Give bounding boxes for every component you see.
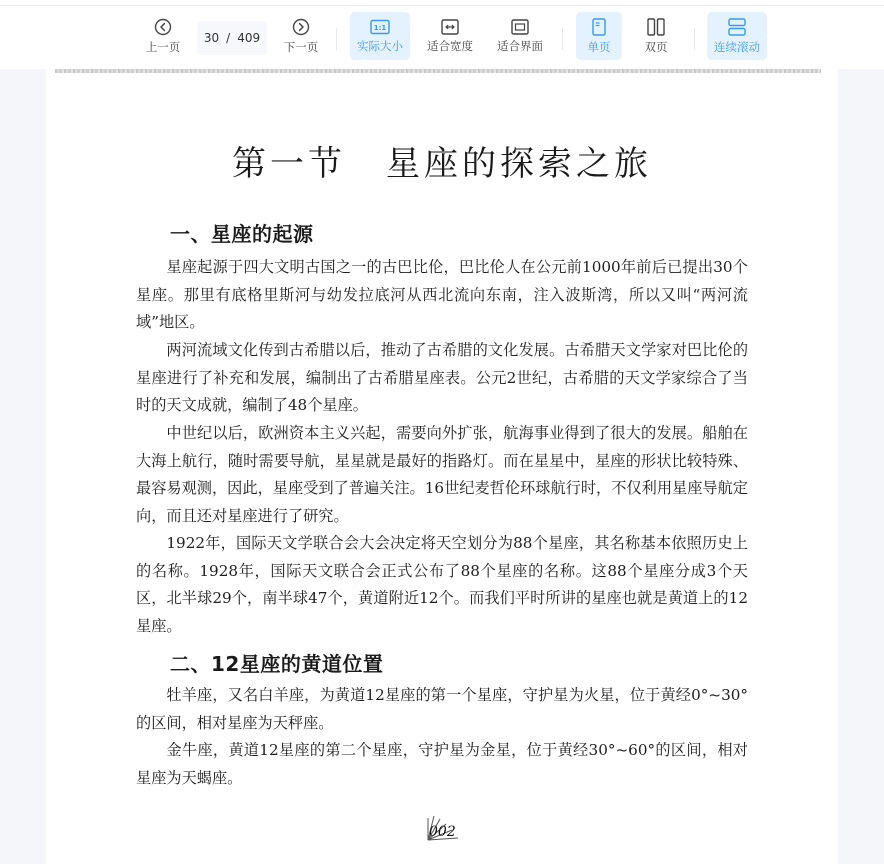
actual-size-button[interactable] bbox=[350, 12, 410, 60]
double-page-button[interactable] bbox=[633, 12, 679, 60]
toolbar-divider bbox=[562, 28, 563, 50]
continuous-scroll-button[interactable] bbox=[707, 12, 767, 60]
page-indicator[interactable] bbox=[197, 21, 267, 55]
section-heading: 二、12星座的黄道位置 bbox=[170, 652, 384, 676]
fit-page-icon bbox=[511, 19, 529, 35]
fit-width-label: 适合宽度 bbox=[427, 38, 473, 53]
actual-size-icon bbox=[370, 19, 390, 35]
paragraph: 两河流域文化传到古希腊以后，推动了古希腊的文化发展。古希腊天文学家对巴比伦的星座进行了补充和发展，编制出了古希腊星座表。公元2世纪，古希腊的天文学家综合了当时的天文成就，编制了48个星座。 bbox=[136, 341, 748, 414]
chapter-title-text: 星座的探索之旅 bbox=[386, 144, 652, 184]
fit-page-button[interactable] bbox=[490, 12, 550, 60]
current-page-input[interactable]: 30 bbox=[203, 31, 220, 45]
toolbar-divider bbox=[694, 28, 695, 50]
single-page-button[interactable] bbox=[576, 12, 622, 60]
next-page-button[interactable] bbox=[276, 12, 326, 60]
single-page-label: 单页 bbox=[587, 39, 611, 54]
chapter-title bbox=[46, 136, 838, 185]
toolbar-divider bbox=[336, 28, 337, 50]
prev-page-label: 上一页 bbox=[145, 39, 181, 54]
fit-page-label: 适合界面 bbox=[497, 38, 543, 53]
next-page-label: 下一页 bbox=[283, 39, 319, 54]
continuous-scroll-icon bbox=[728, 18, 746, 36]
page-number: 002 bbox=[429, 824, 456, 840]
paragraph: 中世纪以后，欧洲资本主义兴起，需要向外扩张，航海事业得到了很大的发展。船舶在大海上航行，随时需要导航，星星就是最好的指路灯。而在星星中，星座的形状比较特殊、最容易观测，因此，星座受到了普遍关注。16世纪麦哲伦环球航行时，不仅利用星座导航定向，而且还对星座进行了研究。 bbox=[136, 424, 748, 525]
page-number-badge bbox=[424, 812, 464, 842]
single-page-icon bbox=[592, 18, 606, 36]
section-heading: 一、星座的起源 bbox=[170, 222, 314, 246]
paragraph: 牡羊座，又名白羊座，为黄道12星座的第一个星座，守护星为火星，位于黄经0°~30°的区间，相对星座为天秤座。 bbox=[136, 686, 748, 732]
actual-size-label: 实际大小 bbox=[357, 38, 403, 53]
paragraph: 金牛座，黄道12星座的第二个星座，守护星为金星，位于黄经30°~60°的区间，相对星座为天蝎座。 bbox=[136, 741, 748, 787]
document-page bbox=[46, 64, 838, 864]
viewer-toolbar bbox=[0, 5, 884, 69]
continuous-scroll-label: 连续滚动 bbox=[714, 39, 760, 54]
page-separator: / bbox=[226, 31, 231, 45]
svg-text:1:1: 1:1 bbox=[373, 23, 387, 32]
fit-width-button[interactable] bbox=[420, 12, 480, 60]
double-page-label: 双页 bbox=[644, 39, 668, 54]
fit-width-icon bbox=[441, 19, 459, 35]
chevron-right-circle-icon bbox=[292, 18, 310, 36]
total-pages: 409 bbox=[237, 31, 261, 45]
prev-page-button[interactable] bbox=[138, 12, 188, 60]
paragraph: 星座起源于四大文明古国之一的古巴比伦，巴比伦人在公元前1000年前后已提出30个星座。那里有底格里斯河与幼发拉底河从西北流向东南，注入波斯湾，所以又叫“两河流域”地区。 bbox=[136, 258, 748, 331]
paragraph: 1922年，国际天文学联合会大会决定将天空划分为88个星座，其名称基本依照历史上的名称。1928年，国际天文联合会正式公布了88个星座的名称。这88个星座分成3个天区，北半球29个，南半球47个，黄道附近12个。而我们平时所讲的星座也就是黄道上的12星座。 bbox=[136, 534, 748, 635]
chevron-left-circle-icon bbox=[154, 18, 172, 36]
double-page-icon bbox=[647, 18, 665, 36]
chapter-title-prefix: 第一节 bbox=[232, 144, 346, 184]
